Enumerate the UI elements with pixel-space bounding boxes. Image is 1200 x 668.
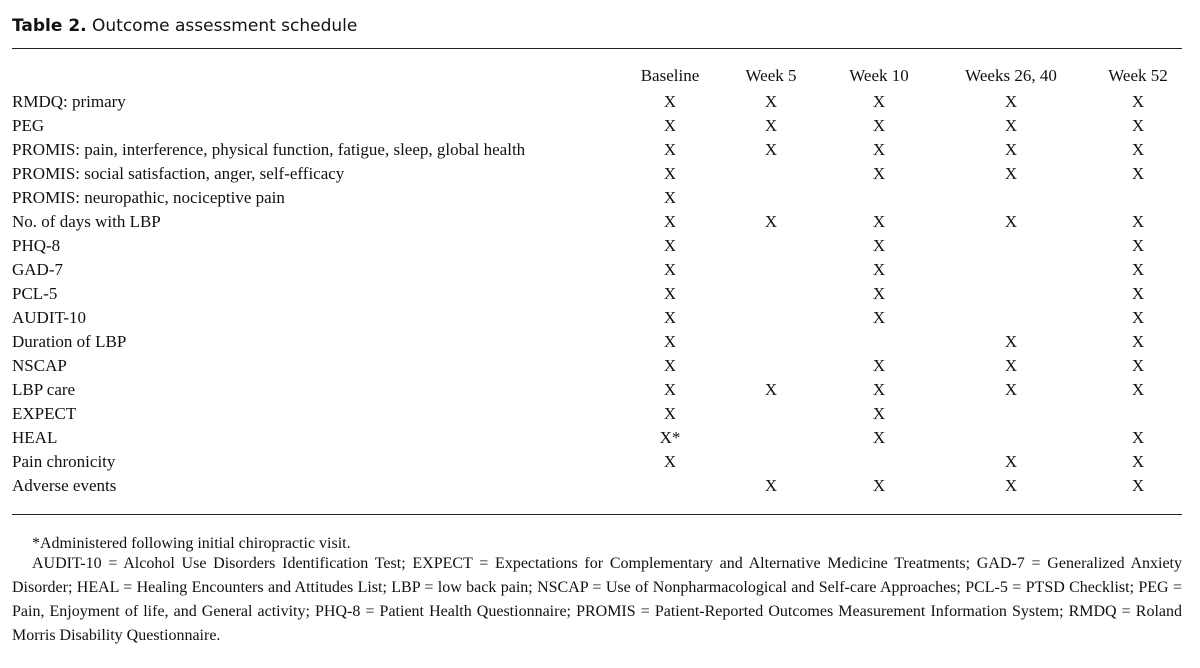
assessment-mark [928, 402, 1094, 426]
assessment-mark [712, 402, 830, 426]
assessment-mark [712, 450, 830, 474]
assessment-mark [830, 186, 928, 210]
measure-name: PEG [12, 116, 45, 135]
assessment-mark [928, 186, 1094, 210]
assessment-mark: X [872, 380, 886, 399]
assessment-mark: X [872, 164, 886, 183]
assessment-mark: X [663, 404, 677, 423]
assessment-mark [712, 162, 830, 186]
assessment-mark: X [1131, 428, 1145, 447]
header-baseline: Baseline [640, 66, 700, 85]
assessment-mark: X [663, 356, 677, 375]
top-rule [12, 48, 1182, 49]
assessment-mark: X [1004, 212, 1018, 231]
measure-name: HEAL [12, 428, 58, 447]
assessment-mark: X [663, 212, 677, 231]
assessment-mark: X [1131, 284, 1145, 303]
header-week-5: Week 5 [745, 66, 797, 85]
measure-name: Pain chronicity [12, 452, 116, 471]
assessment-mark [830, 450, 928, 474]
assessment-mark [712, 282, 830, 306]
measure-name: PHQ-8 [12, 236, 61, 255]
table-row [12, 474, 1182, 498]
assessment-mark: X [764, 116, 778, 135]
assessment-mark [928, 282, 1094, 306]
assessment-mark: X [1131, 308, 1145, 327]
table-number: Table 2. [12, 16, 87, 36]
assessment-mark: X [764, 140, 778, 159]
assessment-mark: X [1004, 116, 1018, 135]
assessment-mark: X [872, 284, 886, 303]
assessment-mark: X [872, 476, 886, 495]
table-row [12, 426, 1182, 450]
asterisk-footnote: *Administered following initial chiropractic visit. [32, 535, 351, 552]
assessment-mark: X [1004, 356, 1018, 375]
assessment-mark: X [1131, 92, 1145, 111]
assessment-mark: X [1131, 116, 1145, 135]
assessment-mark [712, 258, 830, 282]
measure-name: PCL-5 [12, 284, 58, 303]
assessment-mark: X [764, 92, 778, 111]
header-measure-cell [12, 62, 628, 90]
assessment-mark: X [1131, 380, 1145, 399]
table-body [12, 90, 1182, 498]
header-row [12, 62, 1182, 90]
header-week-52: Week 52 [1108, 66, 1168, 85]
table-header [12, 62, 1182, 90]
measure-name: PROMIS: pain, interference, physical function, fatigue, sleep, global health [12, 140, 526, 159]
measure-name: RMDQ: primary [12, 92, 126, 111]
measure-name: AUDIT-10 [12, 308, 86, 327]
measure-name: Duration of LBP [12, 332, 127, 351]
assessment-mark: X [663, 140, 677, 159]
assessment-mark [712, 234, 830, 258]
table-row [12, 90, 1182, 114]
assessment-mark: X [764, 476, 778, 495]
measure-name: Adverse events [12, 476, 117, 495]
assessment-mark: X [1131, 260, 1145, 279]
assessment-mark: X [872, 260, 886, 279]
table-row [12, 162, 1182, 186]
assessment-mark: X [872, 92, 886, 111]
assessment-mark: X [1004, 140, 1018, 159]
table-row [12, 450, 1182, 474]
measure-name: NSCAP [12, 356, 67, 375]
assessment-mark: X [663, 92, 677, 111]
assessment-mark: X [764, 380, 778, 399]
assessment-mark: X* [659, 428, 681, 447]
assessment-mark: X [1131, 452, 1145, 471]
assessment-mark: X [1131, 236, 1145, 255]
table-row [12, 354, 1182, 378]
assessment-mark: X [663, 236, 677, 255]
assessment-mark: X [872, 308, 886, 327]
table-row [12, 210, 1182, 234]
assessment-schedule-table [12, 62, 1182, 498]
assessment-mark [1094, 402, 1182, 426]
assessment-mark: X [663, 188, 677, 207]
assessment-mark: X [1131, 356, 1145, 375]
assessment-mark [628, 474, 712, 498]
measure-name: LBP care [12, 380, 76, 399]
assessment-mark: X [872, 236, 886, 255]
measure-name: PROMIS: neuropathic, nociceptive pain [12, 188, 285, 207]
assessment-mark [928, 258, 1094, 282]
measure-name: GAD-7 [12, 260, 63, 279]
assessment-mark [928, 306, 1094, 330]
assessment-mark [928, 234, 1094, 258]
table-row [12, 306, 1182, 330]
table-row [12, 138, 1182, 162]
assessment-mark: X [663, 332, 677, 351]
assessment-mark: X [764, 212, 778, 231]
table-caption [12, 16, 357, 36]
assessment-mark: X [1004, 476, 1018, 495]
assessment-mark: X [663, 452, 677, 471]
assessment-mark: X [1131, 332, 1145, 351]
assessment-mark: X [663, 260, 677, 279]
assessment-mark [712, 306, 830, 330]
assessment-mark [830, 330, 928, 354]
assessment-mark: X [872, 140, 886, 159]
table-row [12, 186, 1182, 210]
assessment-mark: X [1004, 164, 1018, 183]
assessment-mark: X [663, 380, 677, 399]
assessment-mark: X [1004, 92, 1018, 111]
assessment-mark: X [663, 164, 677, 183]
assessment-mark: X [1004, 380, 1018, 399]
assessment-mark [712, 330, 830, 354]
assessment-mark: X [1004, 332, 1018, 351]
assessment-mark: X [872, 356, 886, 375]
table-row [12, 402, 1182, 426]
assessment-mark: X [663, 284, 677, 303]
table-row [12, 234, 1182, 258]
assessment-mark: X [663, 308, 677, 327]
table-row [12, 330, 1182, 354]
assessment-mark [1094, 186, 1182, 210]
assessment-mark [712, 354, 830, 378]
assessment-mark: X [872, 212, 886, 231]
assessment-mark: X [1131, 164, 1145, 183]
abbreviations-footnote: AUDIT-10 = Alcohol Use Disorders Identification Test; EXPECT = Expectations for Complementary and Alternative Medicine Treatments; GAD-7 = Generalized Anxiety Disorder; HEAL = Healing Encounters and Attitudes List; LBP = low back pain; NSCAP = Use of Nonpharmacological and Self-care Approaches; PCL-5 = PTSD Checklist; PEG = Pain, Enjoyment of life, and General activity; PHQ-8 = Patient Health Questionnaire; PROMIS = Patient-Reported Outcomes Measurement Information System; RMDQ = Roland Morris Disability Questionnaire. [12, 555, 1182, 644]
assessment-mark [712, 186, 830, 210]
assessment-mark: X [1131, 476, 1145, 495]
header-week-10: Week 10 [849, 66, 909, 85]
table-row [12, 258, 1182, 282]
assessment-mark: X [663, 116, 677, 135]
header-weeks-26-40: Weeks 26, 40 [965, 66, 1057, 85]
table-title: Outcome assessment schedule [92, 16, 358, 36]
assessment-mark: X [1131, 212, 1145, 231]
table-row [12, 282, 1182, 306]
measure-name: PROMIS: social satisfaction, anger, self-efficacy [12, 164, 345, 183]
assessment-mark [712, 426, 830, 450]
assessment-mark [928, 426, 1094, 450]
assessment-mark: X [872, 116, 886, 135]
measure-name: No. of days with LBP [12, 212, 161, 231]
assessment-mark: X [1131, 140, 1145, 159]
table-row [12, 114, 1182, 138]
assessment-mark: X [872, 428, 886, 447]
table-row [12, 378, 1182, 402]
bottom-rule [12, 514, 1182, 515]
assessment-mark: X [872, 404, 886, 423]
measure-name: EXPECT [12, 404, 77, 423]
assessment-mark: X [1004, 452, 1018, 471]
